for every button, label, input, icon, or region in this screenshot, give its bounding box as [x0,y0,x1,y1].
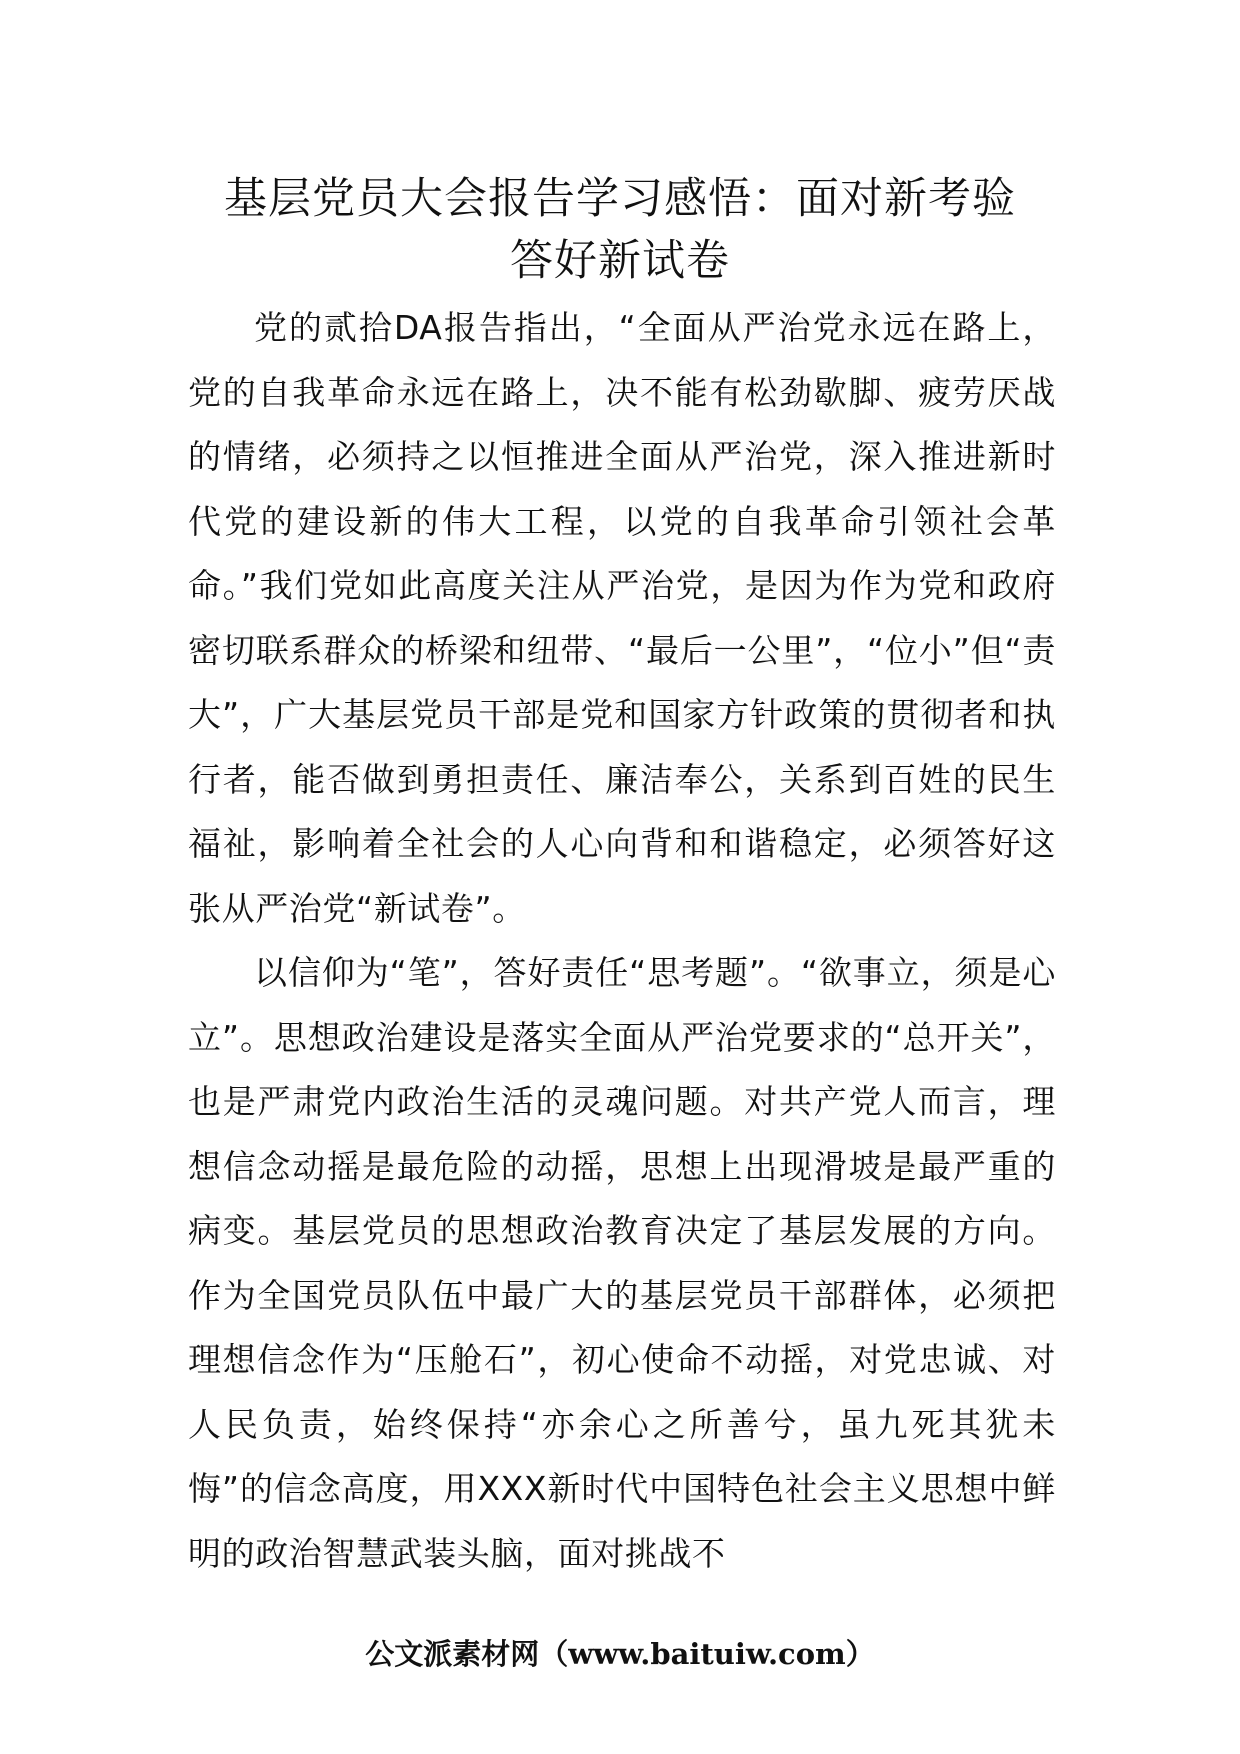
paragraph-2: 以信仰为“笔”，答好责任“思考题”。“欲事立，须是心立”。思想政治建设是落实全面从严治党要求的“总开关”，也是严肃党内政治生活的灵魂问题。对共产党人而言，理想信念动摇是最危险的动摇，思想上出现滑坡是最严重的病变。基层党员的思想政治教育决定了基层发展的方向。作为全国党员队伍中最广大的基层党员干部群体，必须把理想信念作为“压舱石”，初心使命不动摇，对党忠诚、对人民负责，始终保持“亦余心之所善兮，虽九死其犹未悔”的信念高度，用XXX新时代中国特色社会主义思想中鲜明的政治智慧武装头脑，面对挑战不 [188,953,1056,1573]
source-footer: 公文派素材网（www.baituiw.com） [365,1637,875,1671]
document-title [150,168,1090,292]
paragraph-1: 党的贰拾DA报告指出，“全面从严治党永远在路上，党的自我革命永远在路上，决不能有松劲歇脚、疲劳厌战的情绪，必须持之以恒推进全面从严治党，深入推进新时代党的建设新的伟大工程，以党的自我革命引领社会革命。”我们党如此高度关注从严治党，是因为作为党和政府密切联系群众的桥梁和纽带、“最后一公里”，“位小”但“责大”，广大基层党员干部是党和国家方针政策的贯彻者和执行者，能否做到勇担责任、廉洁奉公，关系到百姓的民生福祉，影响着全社会的人心向背和和谐稳定，必须答好这张从严治党“新试卷”。 [188,308,1056,928]
title-line-2: 答好新试卷 [510,236,730,286]
title-line-1: 基层党员大会报告学习感悟：面对新考验 [224,174,1016,224]
document-body [188,296,1056,1586]
